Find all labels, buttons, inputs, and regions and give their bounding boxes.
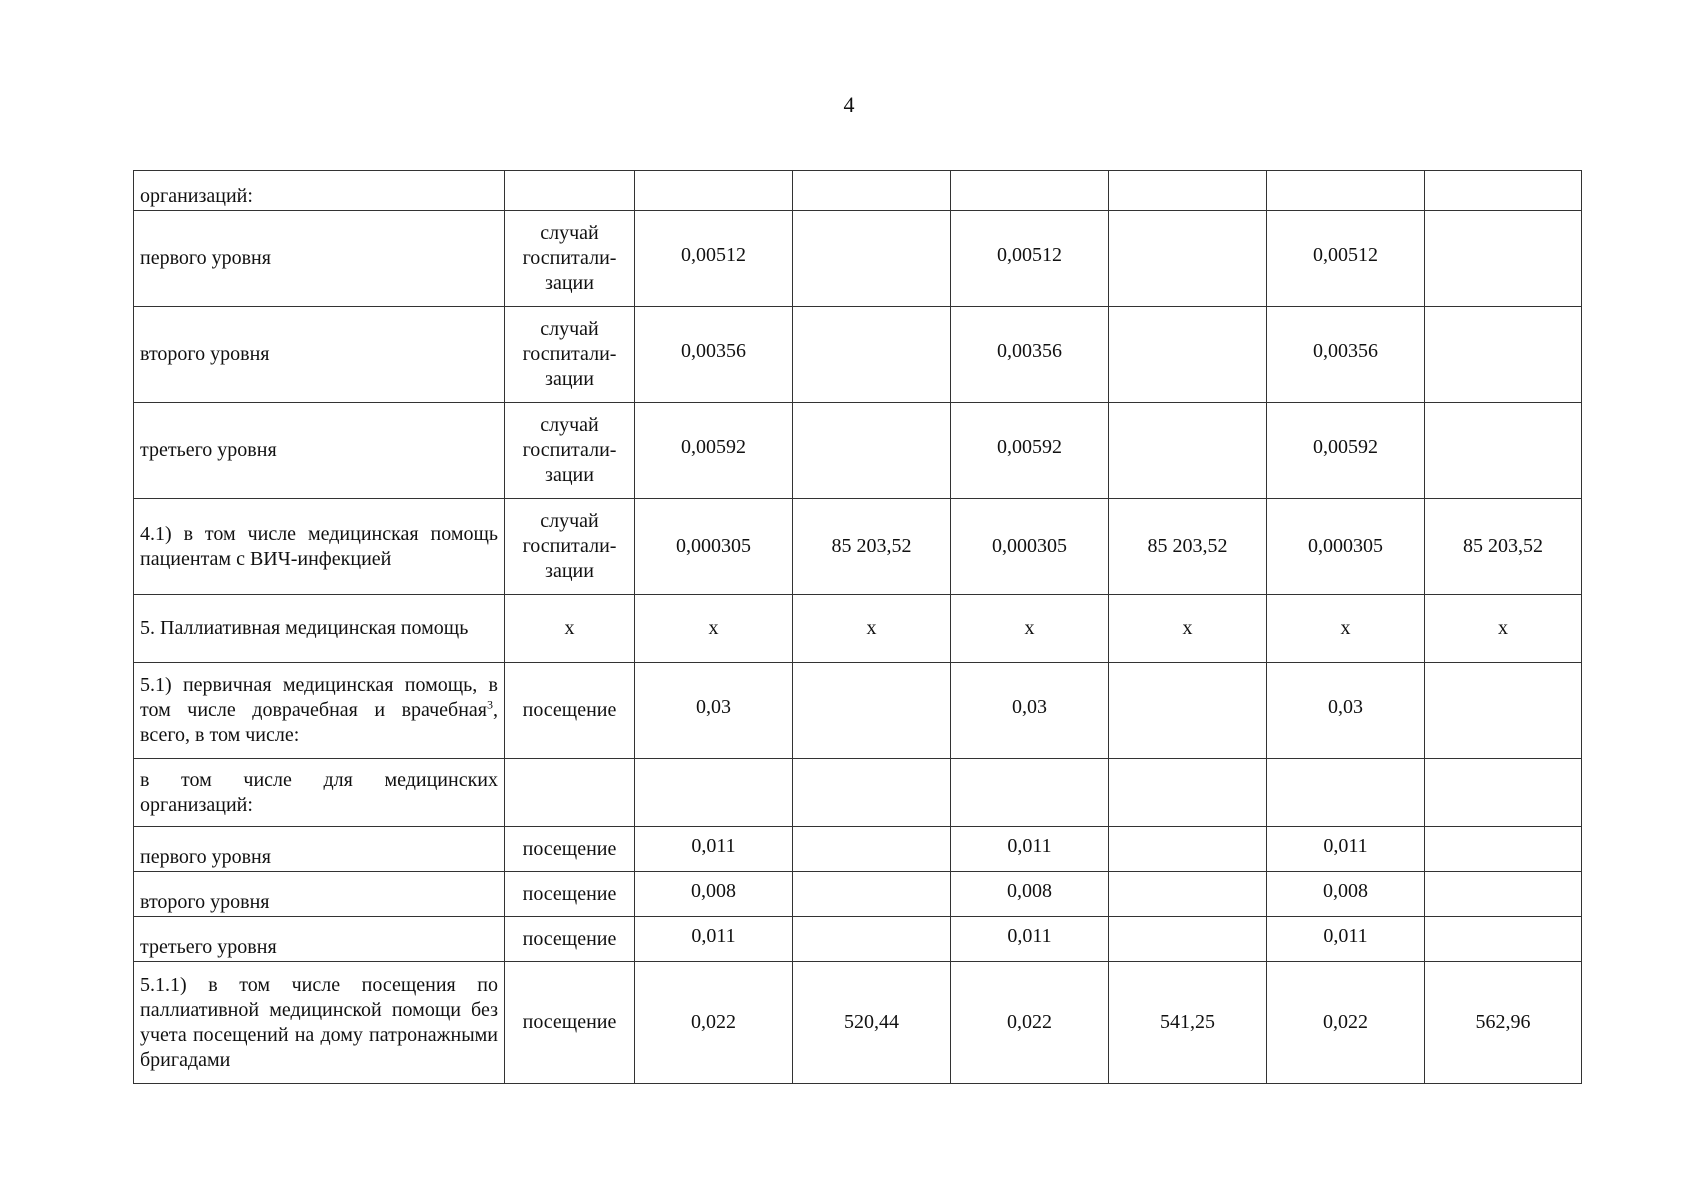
table-row	[134, 595, 1582, 663]
value-cell: 0,022	[1267, 962, 1425, 1084]
value-cell	[793, 403, 951, 499]
value-cell	[793, 827, 951, 872]
row-label: в том числе для медицинских организаций:	[134, 759, 505, 827]
value-cell	[951, 759, 1109, 827]
value-cell	[951, 171, 1109, 211]
value-cell: х	[951, 595, 1109, 663]
table-row	[134, 211, 1582, 307]
value-cell: 85 203,52	[1109, 499, 1267, 595]
value-cell: 0,03	[1267, 663, 1425, 759]
value-cell: 0,00512	[951, 211, 1109, 307]
table-row	[134, 307, 1582, 403]
row-label: второго уровня	[134, 872, 505, 917]
value-cell	[793, 759, 951, 827]
value-cell: 0,011	[1267, 917, 1425, 962]
value-cell: 0,008	[635, 872, 793, 917]
table-row	[134, 171, 1582, 211]
row-label: третьего уровня	[134, 917, 505, 962]
value-cell	[1109, 827, 1267, 872]
unit-cell: посещение	[505, 827, 635, 872]
row-label-tail: , всего, в том числе:	[140, 699, 498, 746]
value-cell	[1109, 307, 1267, 403]
value-cell	[1425, 663, 1582, 759]
value-cell: 0,00356	[635, 307, 793, 403]
unit-cell	[505, 759, 635, 827]
value-cell: 0,03	[635, 663, 793, 759]
value-cell: 0,00512	[1267, 211, 1425, 307]
value-cell	[1425, 171, 1582, 211]
value-cell	[1109, 663, 1267, 759]
value-cell	[1109, 211, 1267, 307]
value-cell	[793, 307, 951, 403]
row-label: первого уровня	[134, 827, 505, 872]
value-cell: х	[1425, 595, 1582, 663]
table-row	[134, 872, 1582, 917]
value-cell: 0,011	[1267, 827, 1425, 872]
row-label: третьего уровня	[134, 403, 505, 499]
row-label: первого уровня	[134, 211, 505, 307]
value-cell	[1267, 759, 1425, 827]
unit-cell	[505, 171, 635, 211]
table-row	[134, 827, 1582, 872]
value-cell	[1425, 211, 1582, 307]
table-row	[134, 499, 1582, 595]
value-cell: 0,00592	[951, 403, 1109, 499]
value-cell: 520,44	[793, 962, 951, 1084]
row-label: 4.1) в том числе медицинская помощь пациентам с ВИЧ-инфекцией	[134, 499, 505, 595]
value-cell: 0,000305	[951, 499, 1109, 595]
value-cell: 0,00592	[635, 403, 793, 499]
value-cell	[793, 872, 951, 917]
value-cell	[1425, 403, 1582, 499]
value-cell	[635, 171, 793, 211]
unit-cell: случай госпитали-зации	[505, 211, 635, 307]
table-row	[134, 403, 1582, 499]
value-cell: х	[793, 595, 951, 663]
unit-cell: посещение	[505, 962, 635, 1084]
unit-cell: посещение	[505, 917, 635, 962]
row-label	[134, 663, 505, 759]
value-cell	[793, 917, 951, 962]
value-cell	[1109, 403, 1267, 499]
value-cell: 0,011	[951, 917, 1109, 962]
value-cell	[1425, 917, 1582, 962]
value-cell: 0,00356	[1267, 307, 1425, 403]
value-cell: 0,00592	[1267, 403, 1425, 499]
table-row	[134, 962, 1582, 1084]
value-cell	[635, 759, 793, 827]
table-row	[134, 759, 1582, 827]
unit-cell: посещение	[505, 872, 635, 917]
table-row	[134, 917, 1582, 962]
value-cell: 85 203,52	[1425, 499, 1582, 595]
value-cell	[793, 211, 951, 307]
value-cell	[1425, 307, 1582, 403]
row-label: 5.1.1) в том числе посещения по паллиативной медицинской помощи без учета посещений на дому патронажными бригадами	[134, 962, 505, 1084]
unit-cell: случай госпитали-зации	[505, 403, 635, 499]
value-cell: х	[1267, 595, 1425, 663]
value-cell: 0,03	[951, 663, 1109, 759]
unit-cell: случай госпитали-зации	[505, 307, 635, 403]
value-cell	[793, 663, 951, 759]
value-cell	[1425, 759, 1582, 827]
value-cell: 0,011	[635, 917, 793, 962]
row-label: 5. Паллиативная медицинская помощь	[134, 595, 505, 663]
value-cell	[1425, 827, 1582, 872]
value-cell: 0,022	[951, 962, 1109, 1084]
value-cell: 0,008	[951, 872, 1109, 917]
value-cell: 0,000305	[635, 499, 793, 595]
value-cell	[1109, 872, 1267, 917]
footnote-mark: 3	[487, 697, 493, 712]
table-row	[134, 663, 1582, 759]
value-cell: 0,000305	[1267, 499, 1425, 595]
value-cell: 0,00512	[635, 211, 793, 307]
value-cell: 0,011	[951, 827, 1109, 872]
value-cell: 0,011	[635, 827, 793, 872]
value-cell	[793, 171, 951, 211]
value-cell: 0,00356	[951, 307, 1109, 403]
row-label: второго уровня	[134, 307, 505, 403]
unit-cell: случай госпитали-зации	[505, 499, 635, 595]
value-cell: 0,022	[635, 962, 793, 1084]
value-cell: 541,25	[1109, 962, 1267, 1084]
value-cell	[1425, 872, 1582, 917]
value-cell: 562,96	[1425, 962, 1582, 1084]
value-cell: х	[635, 595, 793, 663]
page-number: 4	[843, 92, 855, 117]
row-label-text: 5.1) первичная медицинская помощь, в том числе доврачебная и врачебная	[140, 674, 498, 721]
standards-table	[133, 170, 1582, 1084]
value-cell	[1109, 917, 1267, 962]
unit-cell: посещение	[505, 663, 635, 759]
value-cell	[1267, 171, 1425, 211]
row-label: организаций:	[134, 171, 505, 211]
value-cell: х	[1109, 595, 1267, 663]
value-cell	[1109, 759, 1267, 827]
unit-cell: х	[505, 595, 635, 663]
value-cell: 85 203,52	[793, 499, 951, 595]
value-cell: 0,008	[1267, 872, 1425, 917]
value-cell	[1109, 171, 1267, 211]
